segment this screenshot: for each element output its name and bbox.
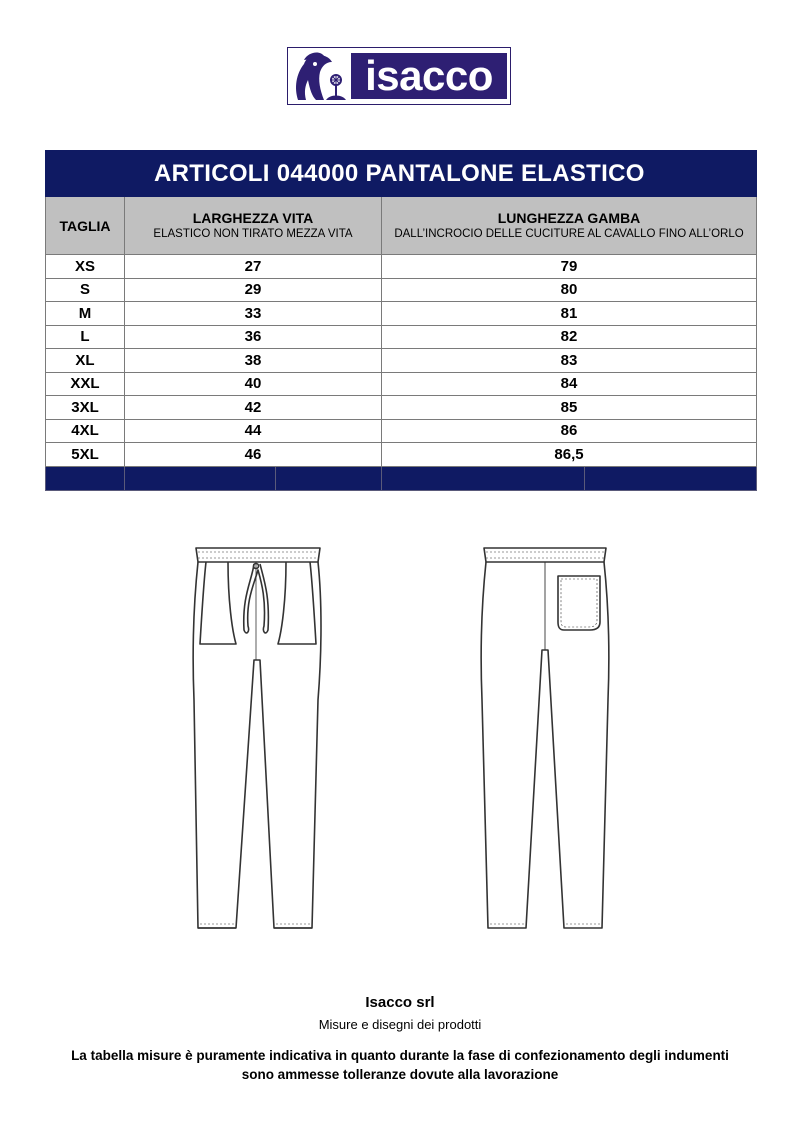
waist-cell: 33 — [125, 302, 382, 326]
waist-cell: 46 — [125, 443, 382, 467]
size-cell: 5XL — [46, 443, 125, 467]
size-cell: XL — [46, 349, 125, 373]
table-row — [46, 325, 757, 349]
leg-cell: 86 — [382, 419, 757, 443]
table-footer-row — [46, 466, 757, 490]
trousers-front-drawing — [188, 540, 328, 932]
size-table — [45, 150, 757, 491]
waist-cell: 42 — [125, 396, 382, 420]
table-row — [46, 349, 757, 373]
leg-cell: 84 — [382, 372, 757, 396]
table-header-row — [46, 197, 757, 255]
size-cell: M — [46, 302, 125, 326]
table-row — [46, 419, 757, 443]
disclaimer-line-2: sono ammesse tolleranze dovute alla lavorazione — [241, 1067, 559, 1082]
table-row — [46, 372, 757, 396]
table-row — [46, 396, 757, 420]
table-title: ARTICOLI 044000 PANTALONE ELASTICO — [46, 151, 757, 197]
table-row — [46, 255, 757, 279]
waist-cell: 40 — [125, 372, 382, 396]
table-title-row — [46, 151, 757, 197]
size-cell: XXL — [46, 372, 125, 396]
table-row — [46, 278, 757, 302]
size-cell: S — [46, 278, 125, 302]
brand-wordmark: isacco — [351, 53, 507, 99]
header-waist: LARGHEZZA VITA ELASTICO NON TIRATO MEZZA VITA — [125, 197, 382, 255]
disclaimer-line-1: La tabella misure è puramente indicativa in quanto durante la fase di confezionamento degli indumenti — [71, 1048, 729, 1063]
leg-cell: 80 — [382, 278, 757, 302]
size-cell: 4XL — [46, 419, 125, 443]
header-leg: LUNGHEZZA GAMBA DALL’INCROCIO DELLE CUCITURE AL CAVALLO FINO ALL’ORLO — [382, 197, 757, 255]
brand-logo — [287, 47, 511, 105]
penguin-chef-icon — [290, 50, 352, 102]
waist-cell: 29 — [125, 278, 382, 302]
disclaimer — [60, 1046, 740, 1084]
waist-cell: 38 — [125, 349, 382, 373]
leg-cell: 86,5 — [382, 443, 757, 467]
table-row — [46, 443, 757, 467]
header-size: TAGLIA — [46, 197, 125, 255]
leg-cell: 81 — [382, 302, 757, 326]
table-row — [46, 302, 757, 326]
leg-cell: 85 — [382, 396, 757, 420]
size-cell: XS — [46, 255, 125, 279]
leg-cell: 79 — [382, 255, 757, 279]
leg-cell: 82 — [382, 325, 757, 349]
leg-cell: 83 — [382, 349, 757, 373]
trousers-back-drawing — [478, 540, 612, 932]
size-cell: 3XL — [46, 396, 125, 420]
waist-cell: 27 — [125, 255, 382, 279]
company-name: Isacco srl — [365, 994, 435, 1011]
waist-cell: 44 — [125, 419, 382, 443]
size-cell: L — [46, 325, 125, 349]
footer-subtitle: Misure e disegni dei prodotti — [318, 1017, 482, 1032]
waist-cell: 36 — [125, 325, 382, 349]
